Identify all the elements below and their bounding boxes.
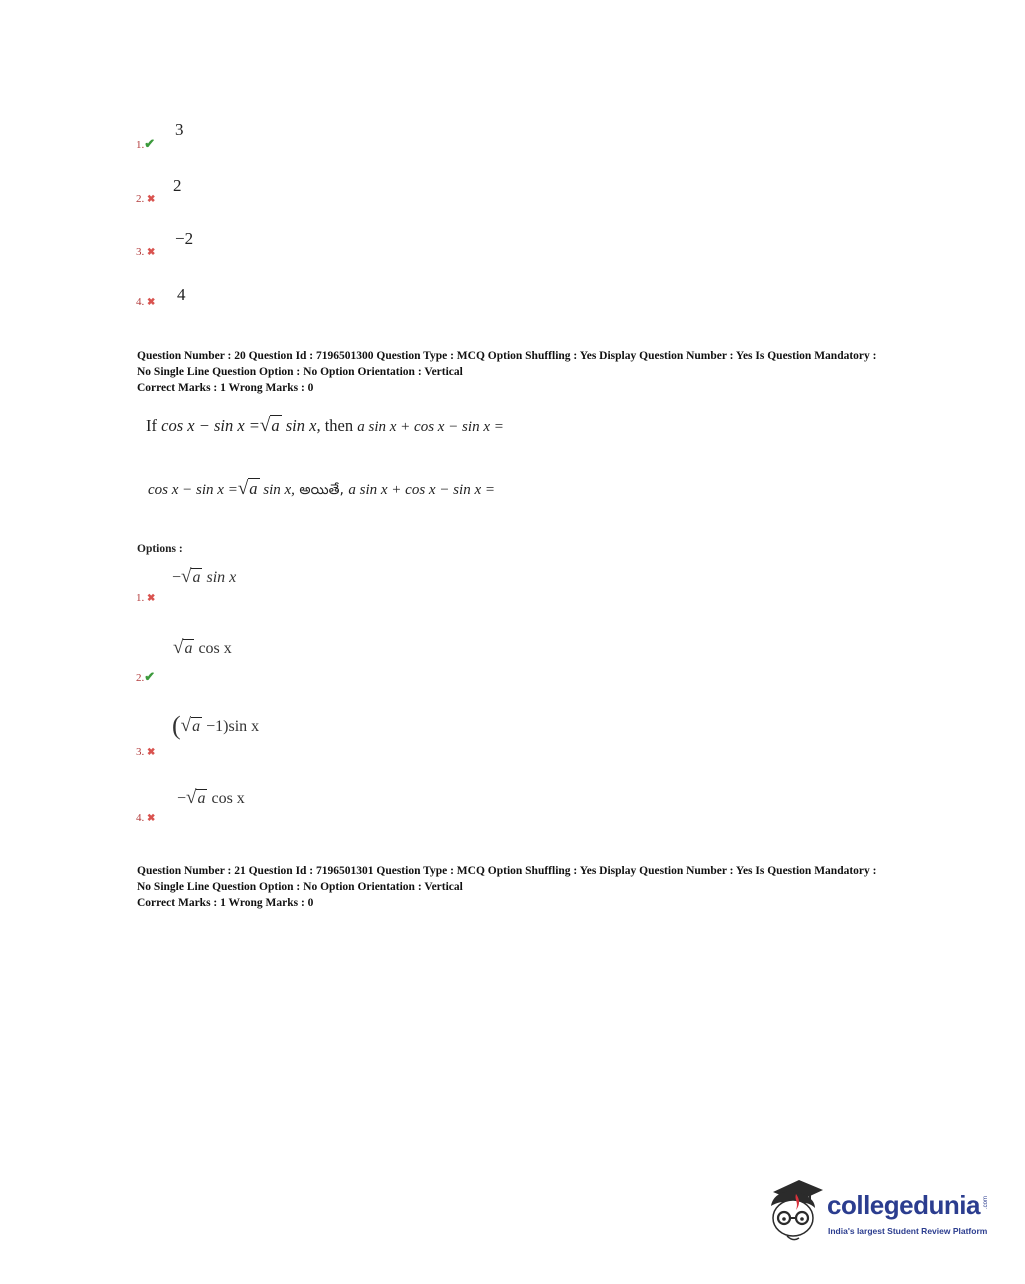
sqrt: √a [237, 478, 258, 499]
cross-icon: ✖ [147, 593, 156, 604]
option-value: −√a sin x [172, 566, 237, 587]
cross-icon: ✖ [147, 247, 156, 258]
option-number: 4. ✖ [136, 296, 156, 308]
sqrt: √a [173, 637, 193, 658]
question-marks-line: Correct Marks : 1 Wrong Marks : 0 [137, 382, 314, 394]
cross-icon: ✖ [147, 297, 156, 308]
question-text-telugu: cos x − sin x =√a sin x, అయితే, a sin x + cos x − sin x = [148, 478, 495, 499]
logo-tagline: India's largest Student Review Platform [828, 1226, 988, 1236]
sqrt: √a [180, 715, 201, 736]
option-value: 3 [175, 120, 184, 139]
options-label: Options : [137, 543, 183, 555]
option-value: −2 [175, 229, 194, 248]
check-icon: ✔ [144, 136, 156, 151]
prev-options [0, 0, 400, 320]
question-meta-line: Question Number : 20 Question Id : 7196501300 Question Type : MCQ Option Shuffling : Yes Display Question Number : Yes Is Question Mandatory : No Single Line Question Option : No Option Orientation : Vertical [137, 350, 877, 378]
question-meta-line: Question Number : 21 Question Id : 7196501301 Question Type : MCQ Option Shuffling : Yes Display Question Number : Yes Is Question Mandatory : No Single Line Question Option : No Option Orientation : Vertical [137, 865, 877, 893]
option-number: 1.✔ [136, 136, 156, 151]
cross-icon: ✖ [147, 813, 156, 824]
option-value: 2 [173, 176, 182, 195]
check-icon: ✔ [144, 669, 156, 684]
cross-icon: ✖ [147, 194, 156, 205]
option-number: 4. ✖ [136, 812, 156, 824]
option-value: (√a −1)sin x [172, 711, 260, 740]
question-marks-line: Correct Marks : 1 Wrong Marks : 0 [137, 897, 314, 909]
cross-icon: ✖ [147, 747, 156, 758]
question-21-meta [137, 864, 877, 912]
question-text-english: If cos x − sin x =√a sin x, then a sin x + cos x − sin x = [146, 415, 504, 436]
logo-domain: .com [983, 1196, 989, 1210]
option-number: 2. ✖ [136, 193, 156, 205]
option-number: 1. ✖ [136, 592, 156, 604]
option-number: 3. ✖ [136, 246, 156, 258]
question-20-meta [137, 349, 877, 397]
option-value: √a cos x [173, 637, 232, 658]
sqrt: √a [259, 415, 280, 436]
option-value: 4 [177, 285, 186, 304]
option-number: 2.✔ [136, 669, 156, 684]
option-number: 3. ✖ [136, 746, 156, 758]
sqrt: √a [186, 787, 206, 808]
option-value: −√a cos x [177, 787, 245, 808]
logo-wordmark: collegedunia [827, 1190, 980, 1220]
collegedunia-logo [765, 1176, 995, 1248]
sqrt: √a [181, 566, 201, 587]
mascot-icon [765, 1176, 827, 1246]
